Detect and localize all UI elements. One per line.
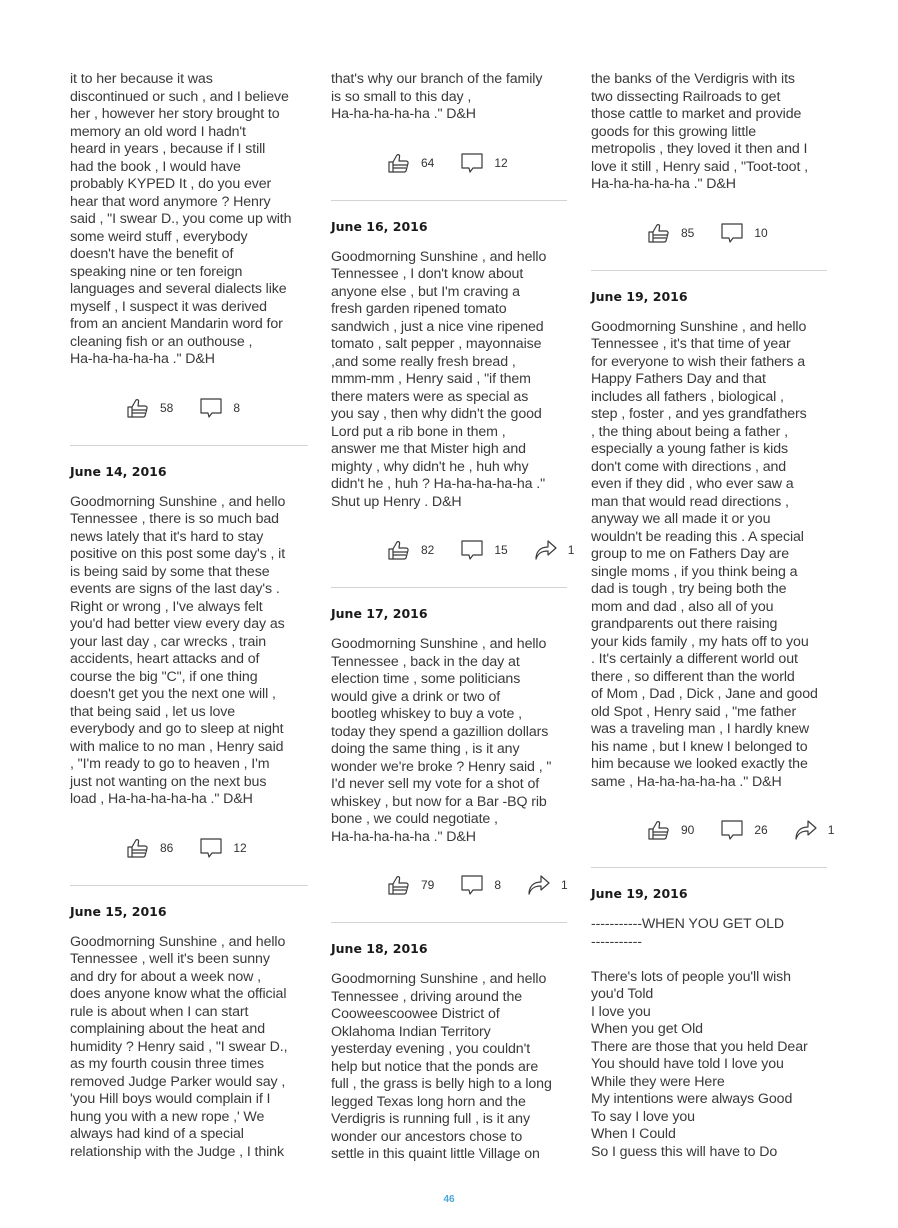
thumbs-up-icon[interactable]: [126, 396, 150, 420]
column-2: [331, 71, 575, 1164]
like-count: 58: [160, 400, 174, 415]
share-arrow-icon[interactable]: [534, 538, 558, 562]
share-arrow-icon[interactable]: [794, 818, 818, 842]
post-date: June 16, 2016: [331, 218, 428, 234]
post-body: it to her because it was discontinued or such , and I believe her , however her story brought to memory an old word I hadn't heard in years , because if I still had the book , I would have probably KYPED It , do you ever hear that word anymore ? Henry said , "I swear D., you come up with some weird stuff , everybody doesn't have the benefit of speaking nine or ten foreign languages and several dialects like myself , I suspect it was derived from an ancient Mandarin word for cleaning fish or an outhouse , Ha-ha-ha-ha-ha ." D&H: [70, 71, 292, 367]
thumbs-up-icon[interactable]: [387, 538, 411, 562]
post-body: Goodmorning Sunshine , and hello Tennessee , well it's been sunny and dry for about a week now , does anyone know what the official rule is about when I can start complaining about the heat and humidity ? Henry said , "I swear D., as my fourth cousin three times removed Judge Parker would say , 'you Hill boys would complain if I hung you with a new rope ,' We always had kind of a special relationship with the Judge , I think: [70, 933, 288, 1160]
post-reactions: [331, 872, 567, 898]
like-count: 86: [160, 840, 174, 855]
post-reactions: [591, 817, 835, 843]
share-count: 1: [561, 878, 568, 892]
like-stat[interactable]: [387, 151, 434, 175]
post-date: June 19, 2016: [591, 288, 688, 304]
share-count: 1: [827, 823, 835, 837]
like-count: 90: [681, 823, 695, 837]
comment-count: 8: [233, 400, 241, 415]
divider: [331, 922, 567, 923]
like-stat[interactable]: [387, 538, 434, 562]
like-stat[interactable]: [126, 396, 173, 420]
comment-count: 26: [754, 823, 768, 837]
speech-bubble-icon[interactable]: [199, 396, 223, 420]
post-reactions: [591, 220, 827, 246]
share-stat[interactable]: [527, 873, 568, 897]
column-3: [591, 71, 835, 1161]
divider: [331, 587, 567, 588]
speech-bubble-icon[interactable]: [460, 151, 484, 175]
like-stat[interactable]: [126, 836, 173, 860]
like-stat[interactable]: [647, 818, 694, 842]
speech-bubble-icon[interactable]: [460, 873, 484, 897]
share-stat[interactable]: [794, 818, 835, 842]
divider: [591, 270, 827, 271]
comment-stat[interactable]: [460, 873, 501, 897]
post-body: -----------WHEN YOU GET OLD ----------- There's lots of people you'll wish you'd Told I love you When you get Old There are those that you held Dear You should have told I love you While they were Here My intentions were always Good To say I love you When I Could So I guess this will have to Do: [591, 916, 808, 1160]
post-reactions: [70, 395, 308, 421]
speech-bubble-icon[interactable]: [720, 818, 744, 842]
comment-stat[interactable]: [460, 151, 507, 175]
thumbs-up-icon[interactable]: [647, 221, 671, 245]
post-date: June 19, 2016: [591, 886, 688, 901]
like-stat[interactable]: [647, 221, 694, 245]
post-body: the banks of the Verdigris with its two dissecting Railroads to get those cattle to market and provide goods for this growing little metropolis , they loved it then and I love it still , Henry said , "Toot-toot , Ha-ha-ha-ha-ha ." D&H: [591, 71, 808, 192]
like-count: 82: [421, 543, 435, 557]
post-body: that's why our branch of the family is so small to this day , Ha-ha-ha-ha-ha ." D&H: [331, 71, 543, 122]
post-date: June 15, 2016: [70, 903, 167, 919]
comment-count: 10: [754, 225, 768, 240]
post-body: Goodmorning Sunshine , and hello Tennessee , driving around the Cooweescoowee District of Oklahoma Indian Territory yesterday evening , you couldn't help but notice that the ponds are full , the grass is belly high to a long legged Texas long horn and the Verdigris is running full , is it any wonder our ancestors chose to settle in this quaint little Village on: [331, 971, 552, 1162]
post-date: June 17, 2016: [331, 606, 428, 621]
post-reactions: [331, 150, 567, 176]
divider: [591, 867, 827, 868]
post-reactions: [70, 835, 308, 861]
comment-stat[interactable]: [720, 221, 767, 245]
share-arrow-icon[interactable]: [527, 873, 551, 897]
post-body: Goodmorning Sunshine , and hello Tennessee , I don't know about anyone else , but I'm craving a fresh garden ripened tomato sandwich , just a nice vine ripened tomato , salt pepper , mayonnaise ,and some really fresh bread , mmm-mm , Henry said , "if them there maters were as special as you say , then why didn't the good Lord put a rib bone in them , answer me that Mister high and mighty , why didn't he , huh why didn't he , huh ? Ha-ha-ha-ha-ha ." Shut up Henry . D&H: [331, 248, 547, 510]
like-stat[interactable]: [387, 873, 434, 897]
post-date: June 14, 2016: [70, 463, 167, 479]
comment-count: 15: [494, 543, 508, 557]
thumbs-up-icon[interactable]: [647, 818, 671, 842]
comment-count: 8: [494, 878, 502, 892]
comment-stat[interactable]: [720, 818, 767, 842]
like-count: 79: [421, 878, 435, 892]
share-stat[interactable]: [534, 538, 575, 562]
comment-stat[interactable]: [199, 396, 240, 420]
comment-stat[interactable]: [199, 836, 246, 860]
thumbs-up-icon[interactable]: [387, 151, 411, 175]
comment-count: 12: [233, 840, 247, 855]
speech-bubble-icon[interactable]: [460, 538, 484, 562]
post-reactions: [331, 537, 575, 563]
page-number: 46: [443, 1194, 455, 1205]
share-count: 1: [567, 543, 575, 557]
speech-bubble-icon[interactable]: [720, 221, 744, 245]
comment-count: 12: [494, 155, 508, 170]
post-body: Goodmorning Sunshine , and hello Tennessee , back in the day at election time , some politicians would give a drink or two of bootleg whiskey to buy a vote , today they spend a gazillion dollars doing the same thing , is it any wonder we're broke ? Henry said , " I'd never sell my vote for a shot of whiskey , but now for a Bar -BQ rib bone , we could negotiate , Ha-ha-ha-ha-ha ." D&H: [331, 636, 552, 845]
post-body: Goodmorning Sunshine , and hello Tennessee , it's that time of year for everyone to wish their fathers a Happy Fathers Day and that includes all fathers , biological , step , foster , and yes grandfathers , the thing about being a father , especially a young father is kids don't come with directions , and even if they did , who ever saw a man that would read directions , anyway we all made it or you wouldn't be reading this . A special group to me on Fathers Day are single moms , if you think being a dad is tough , try being both the mom and dad , also all of you grandparents out there raising your kids family , my hats off to you . It's certainly a different world out there , so different than the world of Mom , Dad , Dick , Jane and good old Spot , Henry said , "me father was a traveling man , I hardly knew his name , but I knew I belonged to him because we looked exactly the same , Ha-ha-ha-ha-ha ." D&H: [591, 318, 818, 790]
comment-stat[interactable]: [460, 538, 507, 562]
divider: [331, 200, 567, 201]
speech-bubble-icon[interactable]: [199, 836, 223, 860]
divider: [70, 445, 308, 446]
post-date: June 18, 2016: [331, 941, 428, 956]
column-1: [70, 71, 308, 1161]
post-body: Goodmorning Sunshine , and hello Tennessee , there is so much bad news lately that it's hard to stay positive on this post some day's , it is being said by some that these events are signs of the last day's . Right or wrong , I've always felt you'd had better view every day as your last day , car wrecks , train accidents, heart attacks and of course the big "C", if one thing doesn't get you the next one will , that being said , let us love everybody and go to sleep at night with malice to no man , Henry said , "I'm ready to go to heaven , I'm just not wanting on the next bus load , Ha-ha-ha-ha-ha ." D&H: [70, 493, 286, 807]
thumbs-up-icon[interactable]: [126, 836, 150, 860]
divider: [70, 885, 308, 886]
like-count: 64: [421, 155, 435, 170]
like-count: 85: [681, 225, 695, 240]
thumbs-up-icon[interactable]: [387, 873, 411, 897]
